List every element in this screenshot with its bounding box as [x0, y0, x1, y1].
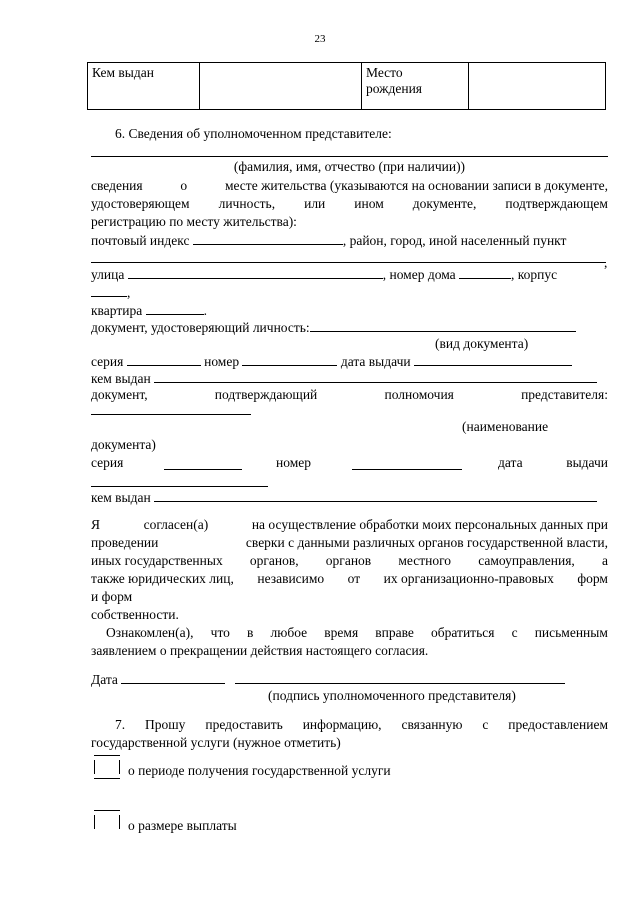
series2-label: серия	[91, 455, 124, 470]
building-field[interactable]	[91, 283, 127, 297]
word: подтверждающем	[505, 196, 608, 211]
locality-label: , район, город, иной населенный пункт	[342, 233, 567, 248]
building-comma: ,	[127, 285, 131, 300]
word: письменным	[534, 625, 608, 640]
word: подтверждающий	[214, 387, 318, 402]
word: связанную	[401, 717, 463, 732]
word: также юридических лиц,	[91, 571, 234, 586]
naming-caption: (наименование	[462, 419, 549, 434]
word: обратиться	[431, 625, 495, 640]
word: Прошу	[145, 717, 186, 732]
word: Ознакомлен(а),	[106, 625, 194, 640]
representative-name-field[interactable]	[91, 156, 608, 157]
series-label: серия	[91, 354, 124, 369]
word: с	[511, 625, 518, 640]
word: вправе	[375, 625, 414, 640]
word: документе,	[412, 196, 477, 211]
word: что	[210, 625, 230, 640]
word: личность,	[218, 196, 276, 211]
korpus-row	[91, 283, 608, 302]
issued-by-value-cell[interactable]	[200, 63, 362, 110]
apartment-label: квартира	[91, 303, 143, 318]
house-number-field[interactable]	[459, 265, 511, 279]
word: органов	[325, 553, 372, 568]
word: время	[324, 625, 359, 640]
birthplace-cell	[362, 63, 469, 110]
fio-caption: (фамилия, имя, отчество (при наличии))	[233, 159, 466, 174]
word: в	[247, 625, 254, 640]
street-field[interactable]	[128, 265, 383, 279]
authority-doc-row	[91, 386, 608, 404]
word: их организационно-правовых	[383, 571, 554, 586]
word: предоставить	[205, 717, 283, 732]
issued-by-field[interactable]	[154, 369, 597, 383]
consent-line-6: собственности.	[91, 607, 179, 622]
birthplace-label-2: рождения	[366, 81, 423, 96]
series2-field[interactable]	[164, 456, 242, 470]
word: самоуправления,	[478, 553, 575, 568]
word: предоставлением	[508, 717, 608, 732]
word: полномочия	[384, 387, 454, 402]
issue-date-label: дата выдачи	[340, 354, 411, 369]
birthplace-value-cell[interactable]	[469, 63, 606, 110]
word: на осуществление обработки моих персональных данных при	[251, 517, 608, 532]
word: сведения	[91, 178, 143, 193]
date2-label: дата	[498, 455, 523, 470]
word: месте жительства (указываются на основании записи в документе,	[224, 178, 608, 193]
house-number-label: , номер дома	[382, 267, 456, 282]
issue2-label: выдачи	[566, 455, 608, 470]
number2-label: номер	[276, 455, 312, 470]
consent-line-2	[91, 534, 608, 552]
postal-code-label: почтовый индекс	[91, 233, 190, 248]
date-label: Дата	[91, 672, 118, 687]
issued-by-label: кем выдан	[91, 371, 151, 386]
word: 7.	[115, 717, 126, 732]
section7-line-2: государственной услуги (нужное отметить)	[91, 735, 341, 750]
word: любое	[270, 625, 308, 640]
date-field[interactable]	[121, 670, 225, 684]
issuer-birthplace-table	[87, 62, 606, 110]
word: представителя:	[521, 387, 608, 402]
consent-line-1	[91, 516, 608, 534]
issued-by2-row	[91, 488, 608, 507]
issued-by2-label: кем выдан	[91, 490, 151, 505]
consent-line-4	[91, 570, 608, 588]
residence-line-3: регистрацию по месту жительства):	[91, 214, 297, 229]
street-label: улица	[91, 267, 125, 282]
series-field[interactable]	[127, 352, 201, 366]
street-row	[91, 265, 608, 284]
issued-by2-field[interactable]	[154, 488, 597, 502]
word: иных государственных	[91, 553, 223, 568]
word: с	[482, 717, 489, 732]
issue-date2-field[interactable]	[91, 486, 268, 487]
number2-field[interactable]	[352, 456, 462, 470]
section6-title: 6. Сведения об уполномоченном представителе:	[115, 126, 392, 141]
ack-line-1	[106, 624, 608, 642]
ack-line-2: заявлением о прекращении действия настоящего согласия.	[91, 643, 429, 658]
locality-field[interactable]	[91, 262, 606, 263]
option2-checkbox[interactable]	[94, 810, 120, 834]
page-number: 23	[314, 33, 326, 45]
issue-date-field[interactable]	[414, 352, 572, 366]
building-label: , корпус	[511, 267, 558, 282]
option1-checkbox[interactable]	[94, 755, 120, 779]
option1-label: о периоде получения государственной услуги	[128, 763, 391, 778]
signature-field[interactable]	[235, 670, 565, 684]
word: информацию,	[302, 717, 382, 732]
word: а	[601, 553, 608, 568]
word: ином	[354, 196, 384, 211]
birthplace-label-1: Место	[366, 65, 403, 80]
apartment-field[interactable]	[146, 301, 204, 315]
word: от	[347, 571, 361, 586]
word: проведении	[91, 535, 159, 550]
postal-row	[91, 231, 608, 250]
word: удостоверяющем	[91, 196, 190, 211]
word: местного	[398, 553, 452, 568]
word: документ,	[91, 387, 148, 402]
document-caption: документа)	[91, 437, 156, 452]
residence-line-2	[91, 195, 608, 213]
signature-caption: (подпись уполномоченного представителя)	[268, 688, 516, 703]
authority-doc-field[interactable]	[91, 414, 251, 415]
doc-type-caption: (вид документа)	[435, 336, 529, 351]
word: органов,	[249, 553, 299, 568]
postal-code-field[interactable]	[193, 231, 343, 245]
word: форм	[577, 571, 608, 586]
issued-by-label: Кем выдан	[92, 65, 154, 80]
number-label: номер	[204, 354, 240, 369]
locality-comma: ,	[604, 255, 608, 270]
section7-line-1	[115, 716, 608, 734]
consent-line-5: и форм	[91, 589, 133, 604]
id-document-field[interactable]	[310, 318, 576, 332]
word: о	[180, 178, 188, 193]
consent-line-3	[91, 552, 608, 570]
issued-by-cell	[88, 63, 200, 110]
word: согласен(а)	[143, 517, 209, 532]
word: Я	[91, 517, 101, 532]
residence-line-1	[91, 177, 608, 195]
number-field[interactable]	[242, 352, 337, 366]
option2-label: о размере выплаты	[128, 818, 237, 833]
word: независимо	[257, 571, 325, 586]
word: или	[304, 196, 326, 211]
id-document-label: документ, удостоверяющий личность:	[91, 320, 310, 335]
word: сверки с данными различных органов государственной власти,	[245, 535, 608, 550]
apartment-dot: .	[203, 303, 207, 318]
